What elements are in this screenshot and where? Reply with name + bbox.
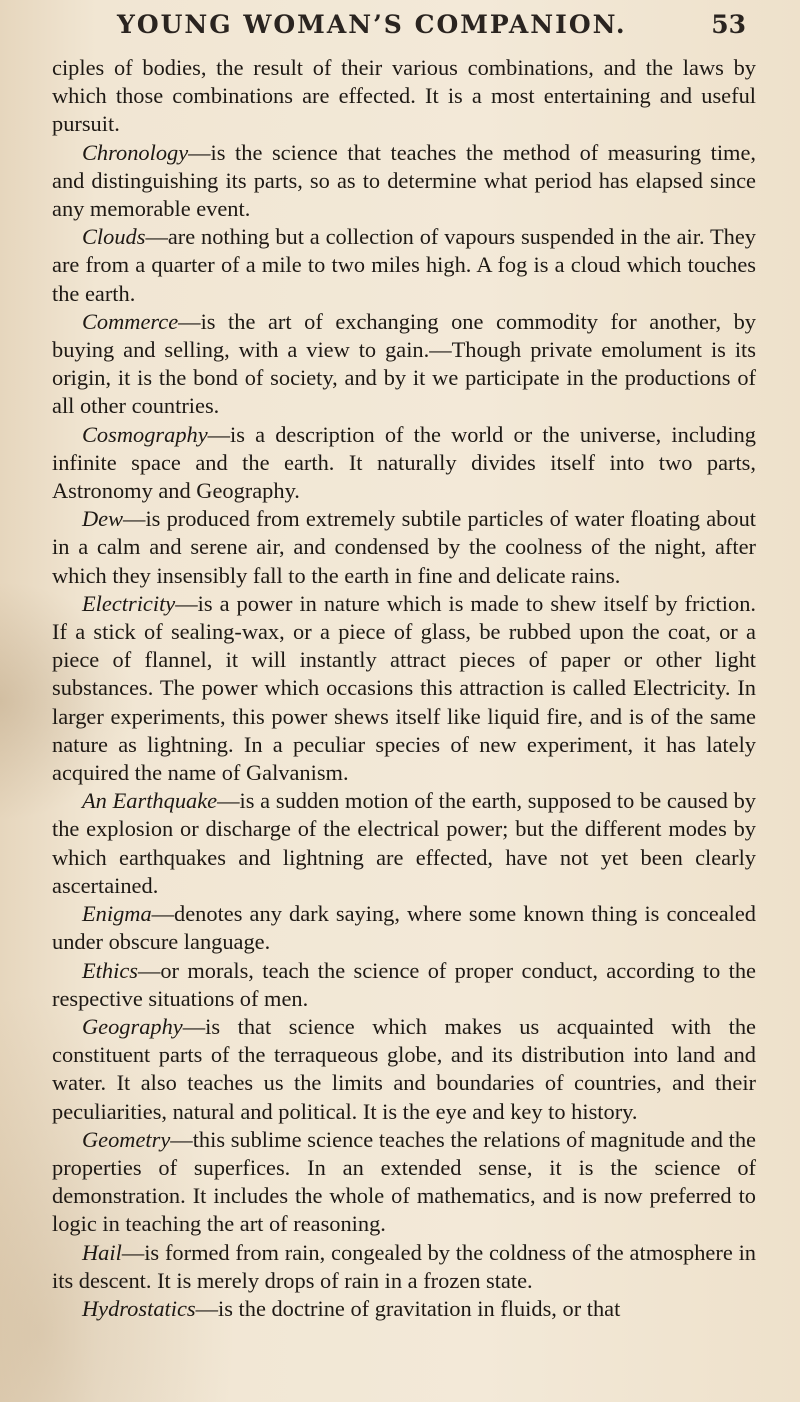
- entry-term: Chronology: [82, 139, 189, 165]
- entry-geometry: [52, 1126, 756, 1239]
- entry-geography: [52, 1013, 756, 1126]
- entry-term: Geography: [82, 1013, 183, 1039]
- entry-text: —is a description of the world or the universe, including infinite space and the earth. It naturally divides itself into two parts, Astronomy and Geography.: [52, 421, 756, 504]
- entry-ethics: [52, 957, 756, 1013]
- entry-term: Hydrostatics: [82, 1295, 196, 1321]
- entry-dew: [52, 505, 756, 590]
- running-head: [52, 10, 756, 50]
- entry-text: —is a power in nature which is made to shew itself by friction. If a stick of sealing-wax, or a piece of glass, be rubbed upon the coat, or a piece of flannel, it will instantly attract pieces of paper or other light substances. The power which occasions this attraction is called Electricity. In larger experiments, this power shews itself like liquid fire, and is of the same nature as lightning. In a peculiar species of new experiment, it has lately acquired the name of Galvanism.: [52, 590, 756, 786]
- entry-cosmography: [52, 421, 756, 506]
- entry-term: Commerce: [82, 308, 179, 334]
- entry-term: Ethics: [82, 957, 138, 983]
- entry-term: Hail: [82, 1239, 122, 1265]
- entry-earthquake: [52, 787, 756, 900]
- entry-text: —is the doctrine of gravitation in fluids, or that: [195, 1295, 621, 1321]
- entry-term: Geometry: [82, 1126, 171, 1152]
- entry-enigma: [52, 900, 756, 956]
- entry-hail: [52, 1239, 756, 1295]
- entry-term: Dew: [82, 506, 124, 532]
- entry-text: —is the art of exchanging one commodity for another, by buying and selling, with a view to gain.—Though private emolument is its origin, it is the bond of society, and by it we participate in the productions of all other countries.: [52, 308, 756, 419]
- continuation-paragraph: ciples of bodies, the result of their various combinations, and the laws by which those combinations are effected. It is a most entertaining and useful pursuit.: [52, 55, 756, 137]
- entry-text: —denotes any dark saying, where some known thing is concealed under obscure language.: [52, 901, 756, 955]
- body-text: [52, 54, 756, 1323]
- entry-text: —this sublime science teaches the relations of magnitude and the properties of superfices. In an extended sense, it is the science of demonstration. It includes the whole of mathematics, and is now preferred to logic in teaching the art of reasoning.: [52, 1126, 756, 1237]
- entry-electricity: [52, 590, 756, 787]
- entry-term: An Earthquake: [82, 788, 218, 814]
- entry-text: —is a sudden motion of the earth, supposed to be caused by the explosion or discharge of the electrical power; but the different modes by which earthquakes and lightning are effected, have not yet been clearly ascertained.: [52, 788, 756, 898]
- entry-term: Clouds: [82, 224, 146, 250]
- running-title: YOUNG WOMAN’S COMPANION.: [117, 10, 627, 39]
- entry-term: Electricity: [82, 590, 176, 616]
- entry-text: —are nothing but a collection of vapours suspended in the air. They are from a quarter of a mile to two miles high. A fog is a cloud which touches the earth.: [52, 224, 756, 306]
- entry-text: —is formed from rain, congealed by the coldness of the atmosphere in its descent. It is merely drops of rain in a frozen state.: [52, 1239, 756, 1293]
- entry-text: —or morals, teach the science of proper conduct, according to the respective situations of men.: [52, 957, 756, 1011]
- entry-term: Cosmography: [82, 421, 208, 447]
- entry-hydrostatics: [52, 1295, 756, 1323]
- entry-term: Enigma: [82, 901, 152, 927]
- entry-text: —is that science which makes us acquainted with the constituent parts of the terraqueous globe, and its distribution into land and water. It also teaches us the limits and boundaries of countries, and their peculiarities, natural and political. It is the eye and key to history.: [52, 1013, 756, 1124]
- entry-text: —is produced from extremely subtile particles of water floating about in a calm and serene air, and condensed by the coolness of the night, after which they insensibly fall to the earth in fine and delicate rains.: [52, 506, 756, 588]
- entry-commerce: [52, 308, 756, 421]
- entry-chronology: [52, 139, 756, 224]
- entry-text: —is the science that teaches the method of measuring time, and distinguishing its parts, so as to determine what period has elapsed since any memorable event.: [52, 139, 756, 222]
- entry-clouds: [52, 223, 756, 308]
- page-number: 53: [711, 10, 746, 39]
